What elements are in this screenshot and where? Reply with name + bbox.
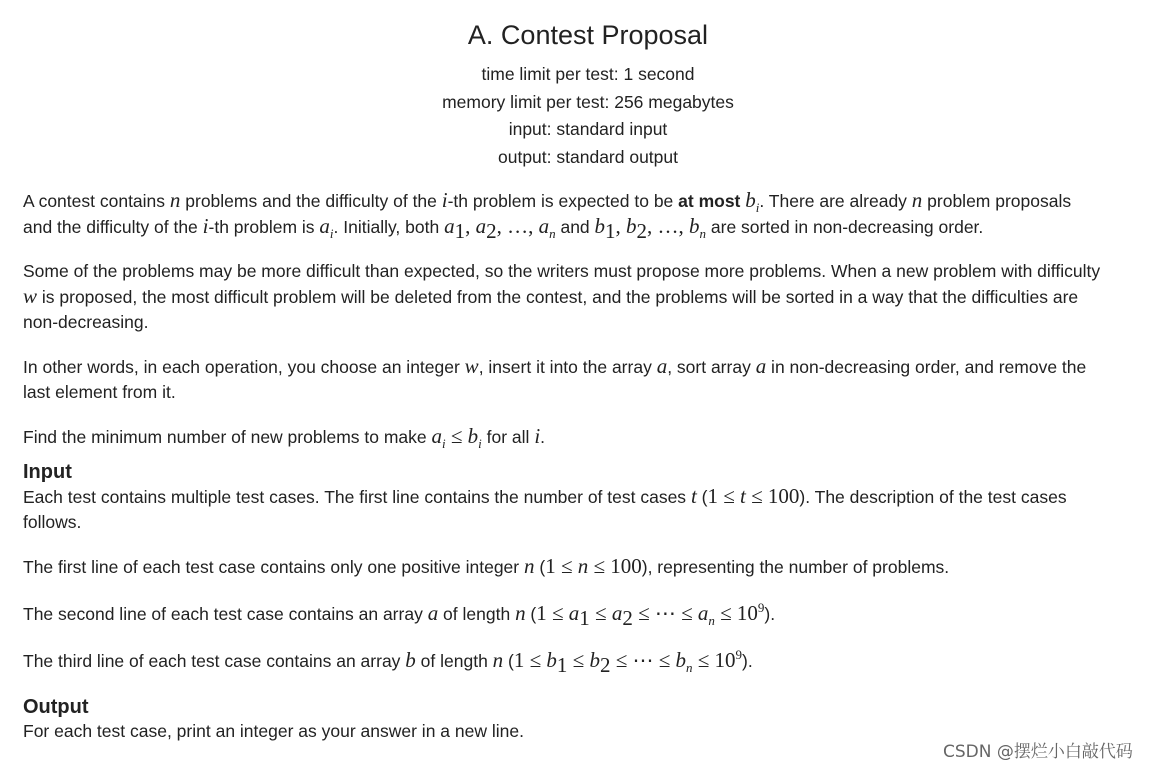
legend-paragraph-4 [23,424,1153,450]
legend-p2-line-1: Some of the problems may be more difficult than expected, so the writers must propose more problems. When a new problem with difficulty [23,261,1101,281]
legend-p3-line-1: In other words, in each operation, you choose an integer w, insert it into the array a, sort array a in non-decreasing order, and remove the [23,354,1087,378]
legend-p1-line-1: A contest contains n problems and the difficulty of the i-th problem is expected to be at most $b_i$. There are already n problem proposals [23,188,1072,216]
input-p1-line-1: Each test contains multiple test cases. The first line contains the number of test cases t (1 ≤ t ≤ 100). The description of the test cases [23,484,1067,508]
legend-p2-line-2: w is proposed, the most difficult problem will be deleted from the contest, and the problems will be sorted in a way that the difficulties are [23,284,1079,308]
problem-title: A. Contest Proposal [467,20,709,50]
output-section-title: Output [23,696,89,718]
legend-paragraph-1 [23,188,1153,244]
legend-p1-line-2: and the difficulty of the i-th problem is $a_i$. Initially, both $a_1$, $a_2$, …, $a_n$ and $b_1$, $b_2$, …, $b_n$ are sorted in non-decreasing order. [23,214,984,244]
legend-p2-line-3: non-decreasing. [23,312,149,332]
input-p1-line-2: follows. [23,512,82,532]
csdn-watermark: CSDN @摆烂小白敲代码 [943,742,1133,762]
legend-paragraph-3 [23,354,1153,405]
limits-block [23,61,1153,171]
input-section [23,460,1153,678]
input-p2: The first line of each test case contains only one positive integer n (1 ≤ n ≤ 100), representing the number of problems. [23,554,950,578]
input-section-title: Input [23,461,72,483]
memory-limit: memory limit per test: 256 megabytes [442,91,734,112]
output-p1: For each test case, print an integer as your answer in a new line. [23,721,524,741]
input-p3: The second line of each test case contains an array a of length n ($1 \le a_1 \le a_2$ ≤ ⋯ ≤ $a_n \le 10^9$). [23,600,776,631]
legend-p3-line-2: last element from it. [23,382,176,402]
problem-header [23,19,1153,171]
legend-paragraph-2 [23,259,1153,335]
time-limit: time limit per test: 1 second [481,64,695,84]
legend-p4-line-1: Find the minimum number of new problems to make $a_i \le b_i$ for all i. [23,424,546,452]
output-file: output: standard output [498,146,678,167]
input-p4: The third line of each test case contains an array b of length n ($1 \le b_1 \le b_2$ ≤ ⋯ ≤ $b_n \le 10^9$). [23,647,753,678]
input-file: input: standard input [508,119,668,139]
emphasis-at-most: at most [678,191,741,211]
problem-statement [23,0,1153,744]
